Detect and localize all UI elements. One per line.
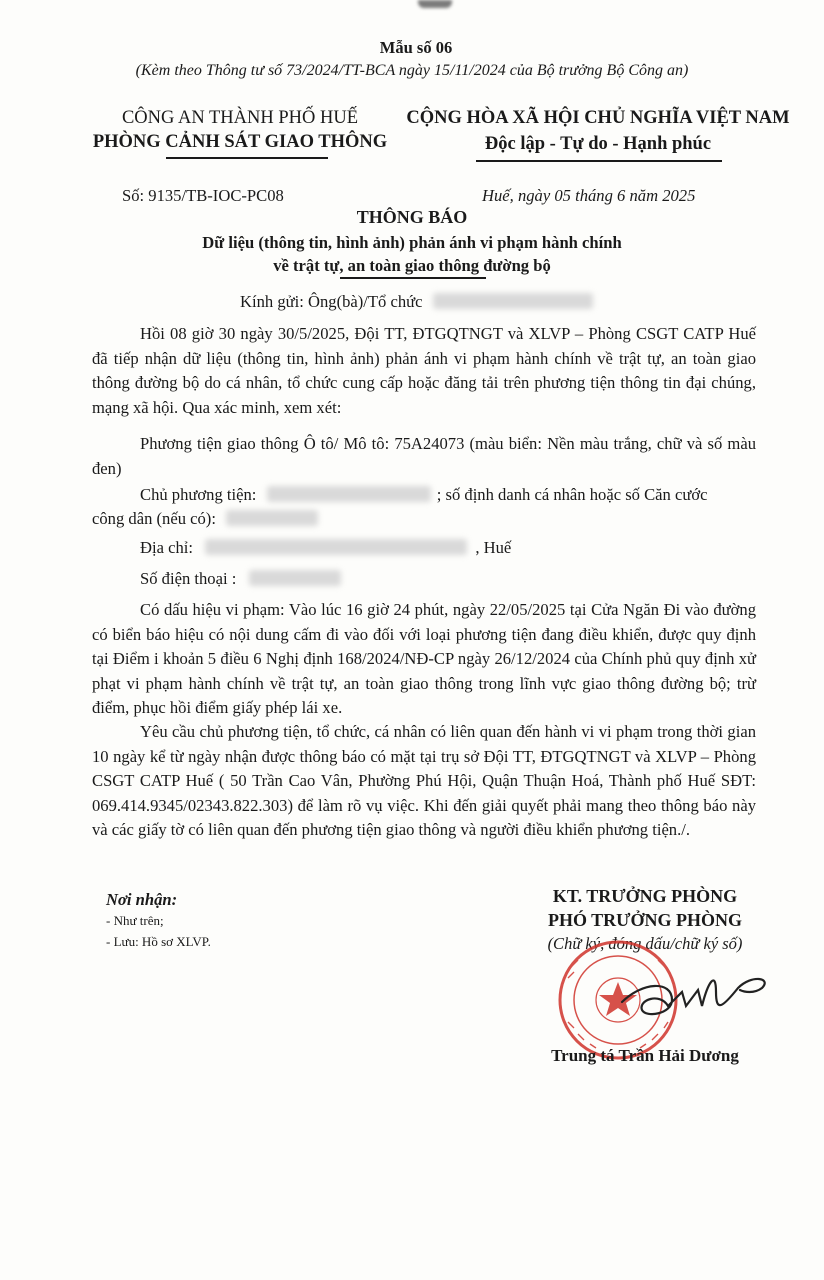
subtitle-underline [340, 277, 486, 279]
redacted-addressee [433, 293, 593, 309]
place-date: Huế, ngày 05 tháng 6 năm 2025 [482, 186, 696, 205]
recipient-item: - Lưu: Hồ sơ XLVP. [106, 934, 211, 949]
agency-underline [166, 157, 328, 159]
document-number: Số: 9135/TB-IOC-PC08 [122, 186, 284, 205]
nation-underline [476, 160, 722, 162]
signer-name: Trung tá Trần Hải Dương [551, 1046, 739, 1065]
violation-paragraph: Có dấu hiệu vi phạm: Vào lúc 16 giờ 24 phút, ngày 22/05/2025 tại Cửa Ngăn Đi vào đường có biển báo hiệu có nội dung cấm đi vào đối với loại phương tiện đang điều khiển, được quy định tại Điểm i khoản 5 điều 6 Nghị định 168/2024/NĐ-CP ngày 26/12/2024 của Chính phủ quy định xử phạt vi phạm hành chính về trật tự, an toàn giao thông trong lĩnh vực giao thông đường bộ; trừ điểm, phục hồi điểm giấy phép lái xe. [92, 600, 756, 717]
address-line [140, 538, 511, 558]
owner-id-label: ; số định danh cá nhân hoặc số Căn cước [436, 485, 708, 504]
addressee-label: Kính gửi: Ông(bà)/Tổ chức [240, 292, 423, 311]
recipients-title: Nơi nhận: [106, 890, 178, 909]
owner-line [140, 485, 708, 505]
intro-paragraph: Hồi 08 giờ 30 ngày 30/5/2025, Đội TT, ĐTGQTNGT và XLVP – Phòng CSGT CATP Huế đã tiếp nhận dữ liệu (thông tin, hình ảnh) phản ánh vi phạm hành chính về trật tự, an toàn giao thông đường bộ do cá nhân, tổ chức cung cấp hoặc đăng tải trên phương tiện thông tin đại chúng, mạng xã hội. Qua xác minh, xem xét: [92, 324, 756, 417]
notice-title: THÔNG BÁO [356, 207, 468, 227]
agency-line-1: CÔNG AN THÀNH PHỐ HUẾ [121, 108, 359, 128]
agency-line-2: PHÒNG CẢNH SÁT GIAO THÔNG [92, 132, 388, 152]
vehicle-paragraph: Phương tiện giao thông Ô tô/ Mô tô: 75A24073 (màu biển: Nền màu trắng, chữ và số màu đen) [92, 434, 756, 478]
owner-id-line [92, 509, 318, 529]
nation-line-1: CỘNG HÒA XÃ HỘI CHỦ NGHĨA VIỆT NAM [406, 108, 790, 128]
addressee-line [240, 292, 593, 312]
scan-mark [418, 0, 452, 8]
request-paragraph: Yêu cầu chủ phương tiện, tổ chức, cá nhân có liên quan đến hành vi vi phạm trong thời gian 10 ngày kể từ ngày nhận được thông báo có mặt tại trụ sở Đội TT, ĐTGQTNGT và XLVP – Phòng CSGT CATP Huế ( 50 Trần Cao Vân, Phường Phú Hội, Quận Thuận Hoá, Thành phố Huế SĐT: 069.414.9345/02343.822.303) để làm rõ vụ việc. Khi đến giải quyết phải mang theo thông báo này và các giấy tờ có liên quan đến phương tiện giao thông và người điều khiển phương tiện./. [92, 722, 756, 839]
notice-subtitle-2: về trật tự, an toàn giao thông đường bộ [273, 256, 551, 275]
form-attachment-note: (Kèm theo Thông tư số 73/2024/TT-BCA ngày 15/11/2024 của Bộ trưởng Bộ Công an) [135, 62, 689, 79]
redacted-owner-id [226, 510, 318, 526]
signature-title-2: PHÓ TRƯỞNG PHÒNG [547, 910, 742, 930]
redacted-address [205, 539, 467, 555]
form-number: Mẫu số 06 [379, 38, 453, 57]
signature-title-1: KT. TRƯỞNG PHÒNG [552, 886, 738, 906]
address-label: Địa chỉ: [140, 538, 193, 557]
nation-line-2: Độc lập - Tự do - Hạnh phúc [484, 134, 712, 154]
address-suffix: , Huế [475, 538, 512, 557]
signature-note: (Chữ ký, đóng dấu/chữ ký số) [547, 934, 743, 953]
owner-id-label-2: công dân (nếu có): [92, 509, 216, 528]
phone-line [140, 569, 341, 589]
redacted-phone [249, 570, 341, 586]
phone-label: Số điện thoại : [140, 569, 237, 588]
recipient-item: - Như trên; [106, 913, 164, 928]
notice-subtitle-1: Dữ liệu (thông tin, hình ảnh) phản ánh vi phạm hành chính [202, 233, 622, 252]
handwritten-signature [612, 962, 782, 1032]
owner-label: Chủ phương tiện: [140, 485, 257, 504]
redacted-owner-name [267, 486, 431, 502]
